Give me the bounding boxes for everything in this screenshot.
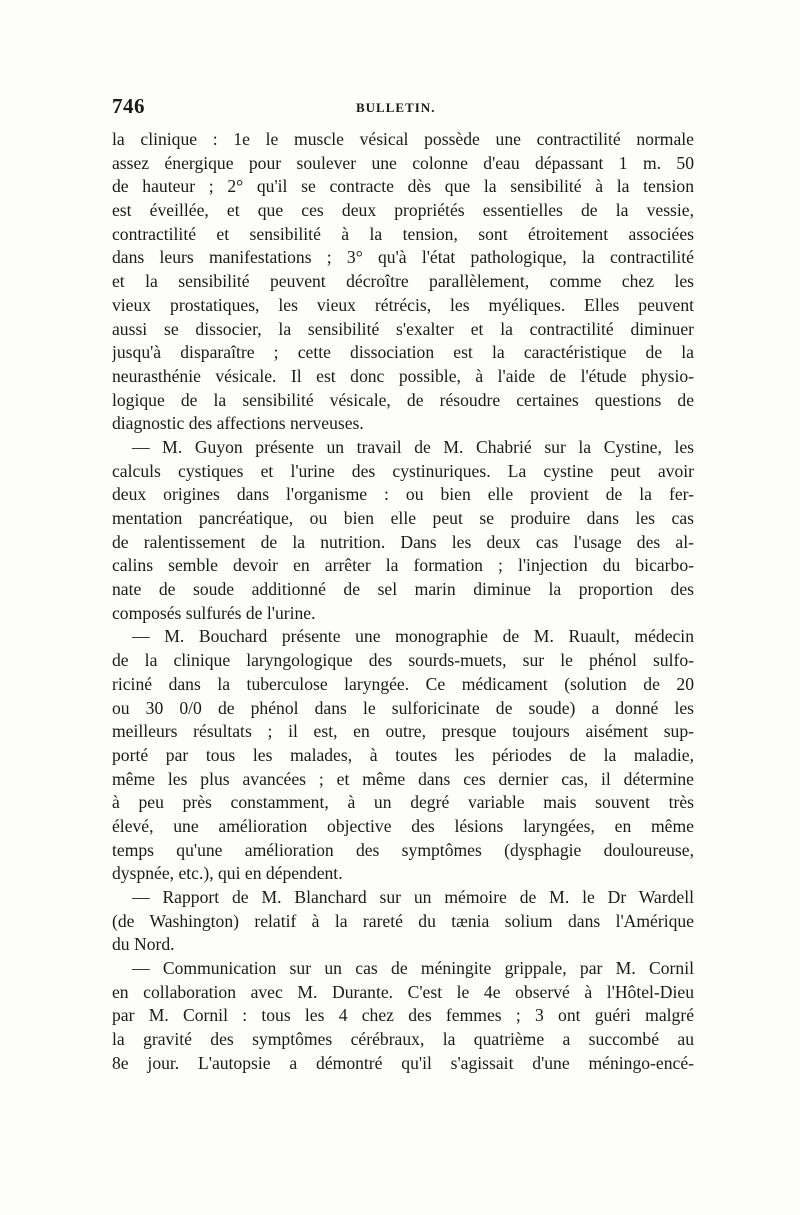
text-line: ou 30 0/0 de phénol dans le sulforicinate de soude) a donné les (112, 697, 694, 718)
text-line: calins semble devoir en arrêter la formation ; l'injection du bicarbo- (112, 555, 694, 576)
text-line: vieux prostatiques, les vieux rétrécis, les myéliques. Elles peuvent (112, 294, 694, 315)
text-line: contractilité et sensibilité à la tension, sont étroitement associées (112, 223, 694, 244)
running-title: BULLETIN. (356, 100, 436, 115)
text-line: porté par tous les malades, à toutes les périodes de la maladie, (112, 744, 694, 765)
text-line: temps qu'une amélioration des symptômes (dysphagie douloureuse, (112, 839, 694, 860)
page-number: 746 (112, 94, 145, 118)
text-line: dans leurs manifestations ; 3° qu'à l'état pathologique, la contractilité (112, 247, 694, 268)
text-line: jusqu'à disparaître ; cette dissociation est la caractéristique de la (112, 342, 694, 363)
text-line: à peu près constamment, à un degré variable mais souvent très (112, 792, 694, 813)
text-line: de hauteur ; 2° qu'il se contracte dès que la sensibilité à la tension (112, 176, 694, 197)
text-line: est éveillée, et que ces deux propriétés essentielles de la vessie, (112, 200, 694, 221)
text-line: composés sulfurés de l'urine. (112, 602, 316, 623)
body-text (112, 128, 694, 1076)
text-line: riciné dans la tuberculose laryngée. Ce médicament (solution de 20 (112, 673, 694, 694)
text-line: nate de soude additionné de sel marin diminue la proportion des (112, 579, 694, 600)
page-header (112, 94, 692, 124)
text-line: — M. Guyon présente un travail de M. Chabrié sur la Cystine, les (132, 436, 694, 457)
text-line: dyspnée, etc.), qui en dépendent. (112, 863, 343, 884)
text-line: — Communication sur un cas de méningite grippale, par M. Cornil (132, 958, 694, 979)
text-line: (de Washington) relatif à la rareté du tænia solium dans l'Amérique (112, 910, 694, 931)
text-line: diagnostic des affections nerveuses. (112, 413, 364, 434)
text-line: meilleurs résultats ; il est, en outre, presque toujours aisément sup- (112, 721, 694, 742)
text-line: en collaboration avec M. Durante. C'est le 4e observé à l'Hôtel-Dieu (112, 981, 694, 1002)
text-line: de ralentissement de la nutrition. Dans les deux cas l'usage des al- (112, 531, 694, 552)
text-line: calculs cystiques et l'urine des cystinuriques. La cystine peut avoir (112, 460, 694, 481)
text-line: logique de la sensibilité vésicale, de résoudre certaines questions de (112, 389, 694, 410)
text-line: 8e jour. L'autopsie a démontré qu'il s'agissait d'une méningo-encé- (112, 1052, 694, 1073)
text-line: élevé, une amélioration objective des lésions laryngées, en même (112, 815, 694, 836)
text-line: — Rapport de M. Blanchard sur un mémoire de M. le Dr Wardell (132, 887, 694, 907)
text-line: assez énergique pour soulever une colonne d'eau dépassant 1 m. 50 (112, 152, 694, 173)
text-line: deux origines dans l'organisme : ou bien elle provient de la fer- (112, 484, 694, 505)
text-line: mentation pancréatique, ou bien elle peut se produire dans les cas (112, 508, 694, 528)
text-line: aussi se dissocier, la sensibilité s'exalter et la contractilité diminuer (112, 318, 694, 339)
text-line: neurasthénie vésicale. Il est donc possible, à l'aide de l'étude physio- (112, 365, 694, 386)
text-line: la gravité des symptômes cérébraux, la quatrième a succombé au (112, 1029, 694, 1050)
text-line: et la sensibilité peuvent décroître parallèlement, comme chez les (112, 271, 694, 292)
text-line: même les plus avancées ; et même dans ces dernier cas, il détermine (112, 768, 694, 789)
text-line: la clinique : 1e le muscle vésical possède une contractilité normale (112, 129, 694, 149)
text-line: de la clinique laryngologique des sourds-muets, sur le phénol sulfo- (112, 650, 694, 671)
text-line: — M. Bouchard présente une monographie de M. Ruault, médecin (132, 626, 694, 647)
text-line: par M. Cornil : tous les 4 chez des femmes ; 3 ont guéri malgré (112, 1005, 694, 1026)
text-line: du Nord. (112, 934, 175, 955)
